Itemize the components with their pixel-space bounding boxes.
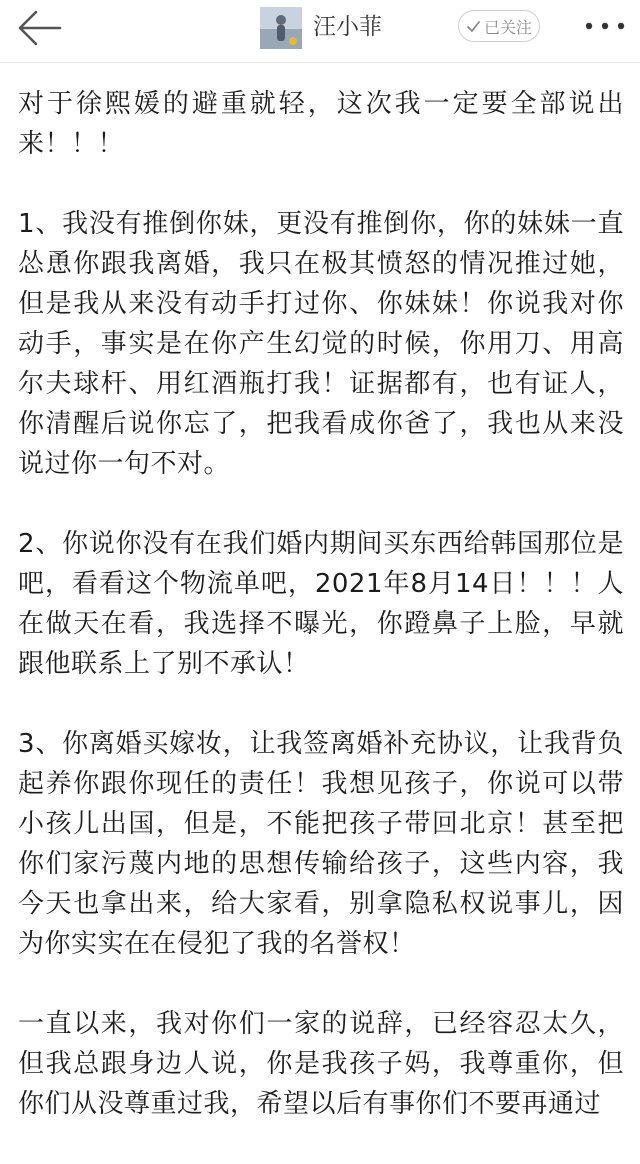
more-dots-icon xyxy=(583,20,627,32)
post-paragraph: 1、我没有推倒你妹，更没有推倒你，你的妹妹一直怂恿你跟我离婚，我只在极其愤怒的情况推过她，但是我从来没有动手打过你、你妹妹！你说我对你动手，事实是在你产生幻觉的时候，你用刀、用高尔夫球杆、用红酒瓶打我！证据都有，也有证人，你清醒后说你忘了，把我看成你爸了，我也从来没说过你一句不对。 xyxy=(18,209,624,479)
avatar-image xyxy=(260,7,302,49)
top-bar xyxy=(0,0,640,63)
post-paragraph: 3、你离婚买嫁妆，让我签离婚补充协议，让我背负起养你跟你现任的责任！我想见孩子，你说可以带小孩儿出国，但是，不能把孩子带回北京！甚至把你们家污蔑内地的思想传输给孩子，这些内容，我今天也拿出来，给大家看，别拿隐私权说事儿，因为你实实在在侵犯了我的名誉权！ xyxy=(18,729,624,959)
post-paragraph: 一直以来，我对你们一家的说辞，已经容忍太久，但我总跟身边人说，你是我孩子妈，我尊重你，但你们从没尊重过我，希望以后有事你们不要再通过 xyxy=(18,1009,624,1119)
more-button[interactable] xyxy=(580,10,630,42)
back-button[interactable] xyxy=(12,6,68,50)
followed-button[interactable] xyxy=(458,10,540,42)
post-viewport[interactable] xyxy=(0,62,640,1119)
post-paragraph: 对于徐熙媛的避重就轻，这次我一定要全部说出来！！！ xyxy=(18,89,624,159)
check-icon xyxy=(466,19,481,34)
post-body xyxy=(18,84,624,1164)
followed-label: 已关注 xyxy=(483,17,532,37)
post-paragraph: 2、你说你没有在我们婚内期间买东西给韩国那位是吧，看看这个物流单吧，2021年8月14日！！！人在做天在看，我选择不曝光，你蹬鼻子上脸，早就跟他联系上了别不承认！ xyxy=(18,529,624,679)
username[interactable]: 汪小菲 xyxy=(313,14,382,40)
avatar[interactable] xyxy=(260,7,302,49)
back-arrow-icon xyxy=(12,6,68,50)
